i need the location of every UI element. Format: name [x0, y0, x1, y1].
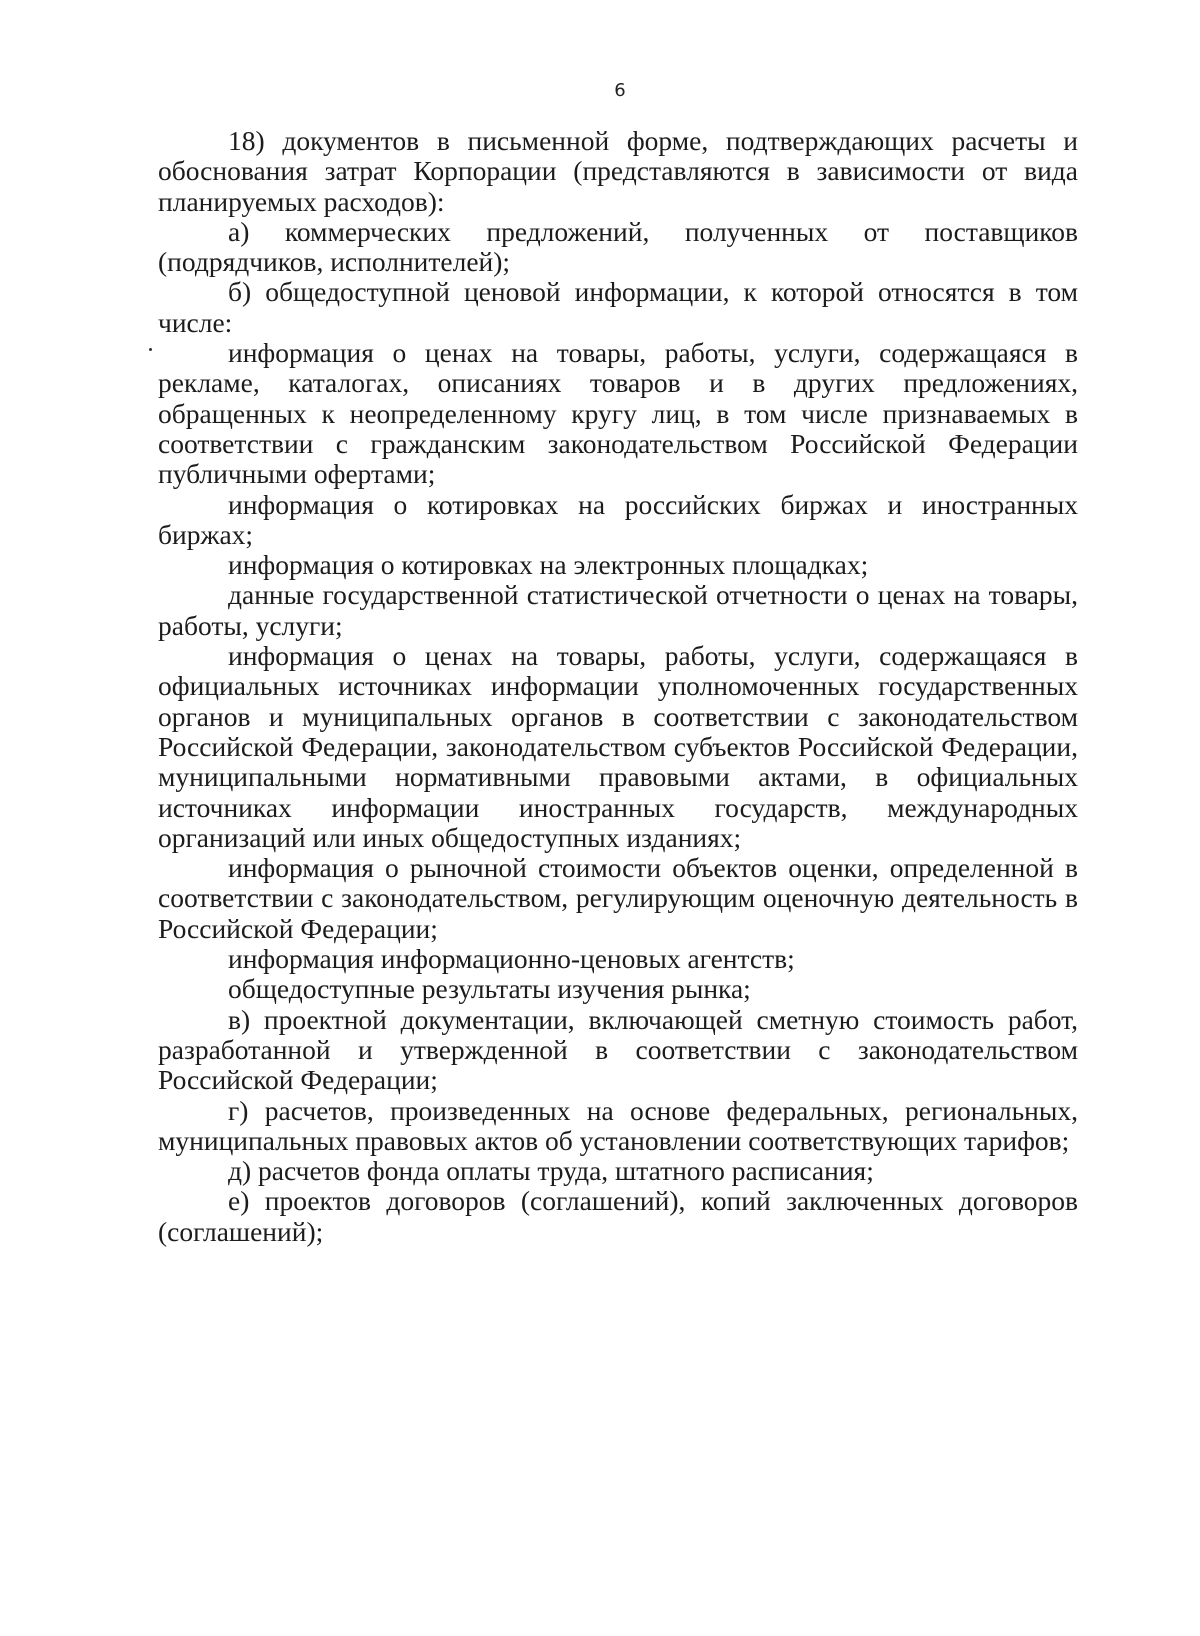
paragraph-sub-e: е) проектов договоров (соглашений), копий заключенных договоров (соглашений); — [158, 1185, 1078, 1247]
paragraph-market-research: общедоступные результаты изучения рынка; — [228, 973, 751, 1005]
paragraph-market-value: информация о рыночной стоимости объектов оценки, определенной в соответствии с законодательством, регулирующим оценочную деятельность в Российской Федерации; — [158, 852, 1078, 944]
paragraph-sub-b: б) общедоступной ценовой информации, к которой относятся в том числе: — [158, 276, 1078, 338]
paragraph-official-sources: информация о ценах на товары, работы, услуги, содержащаяся в официальных источниках информации уполномоченных государственных органов и муниципальных органов в соответствии с законодательством Российской Федерации, законодательством субъектов Российской Федерации, муниципальными нормативными правовыми актами, в официальных источниках информации иностранных государств, международных организаций или иных общедоступных изданиях; — [158, 640, 1078, 853]
paragraph-exchange-quotes: информация о котировках на российских биржах и иностранных биржах; — [158, 488, 1078, 550]
paragraph-statistical-reporting: данные государственной статистической отчетности о ценах на товары, работы, услуги; — [158, 579, 1078, 641]
document-body — [158, 126, 1078, 1247]
paragraph-item-18: 18) документов в письменной форме, подтверждающих расчеты и обоснования затрат Корпорации (представляются в зависимости от вида планируемых расходов): — [158, 125, 1078, 217]
paragraph-price-agencies: информация информационно-ценовых агентств; — [228, 943, 795, 975]
paragraph-sub-d: д) расчетов фонда оплаты труда, штатного расписания; — [228, 1155, 874, 1187]
scan-artifact-dot — [149, 348, 152, 351]
paragraph-sub-v: в) проектной документации, включающей сметную стоимость работ, разработанной и утвержденной в соответствии с законодательством Российской Федерации; — [158, 1003, 1078, 1096]
paragraph-sub-g: г) расчетов, произведенных на основе федеральных, региональных, муниципальных правовых актов об установлении соответствующих тарифов; — [158, 1094, 1078, 1156]
paragraph-electronic-platforms: информация о котировках на электронных площадках; — [228, 549, 869, 581]
paragraph-price-info-advertising: информация о ценах на товары, работы, услуги, содержащаяся в рекламе, каталогах, описаниях товаров и в других предложениях, обращенных к неопределенному кругу лиц, в том числе признаваемых в соответствии с гражданским законодательством Российской Федерации публичными офертами; — [158, 337, 1078, 490]
page-number: 6 — [614, 80, 626, 101]
paragraph-sub-a: а) коммерческих предложений, полученных от поставщиков (подрядчиков, исполнителей); — [158, 215, 1078, 278]
